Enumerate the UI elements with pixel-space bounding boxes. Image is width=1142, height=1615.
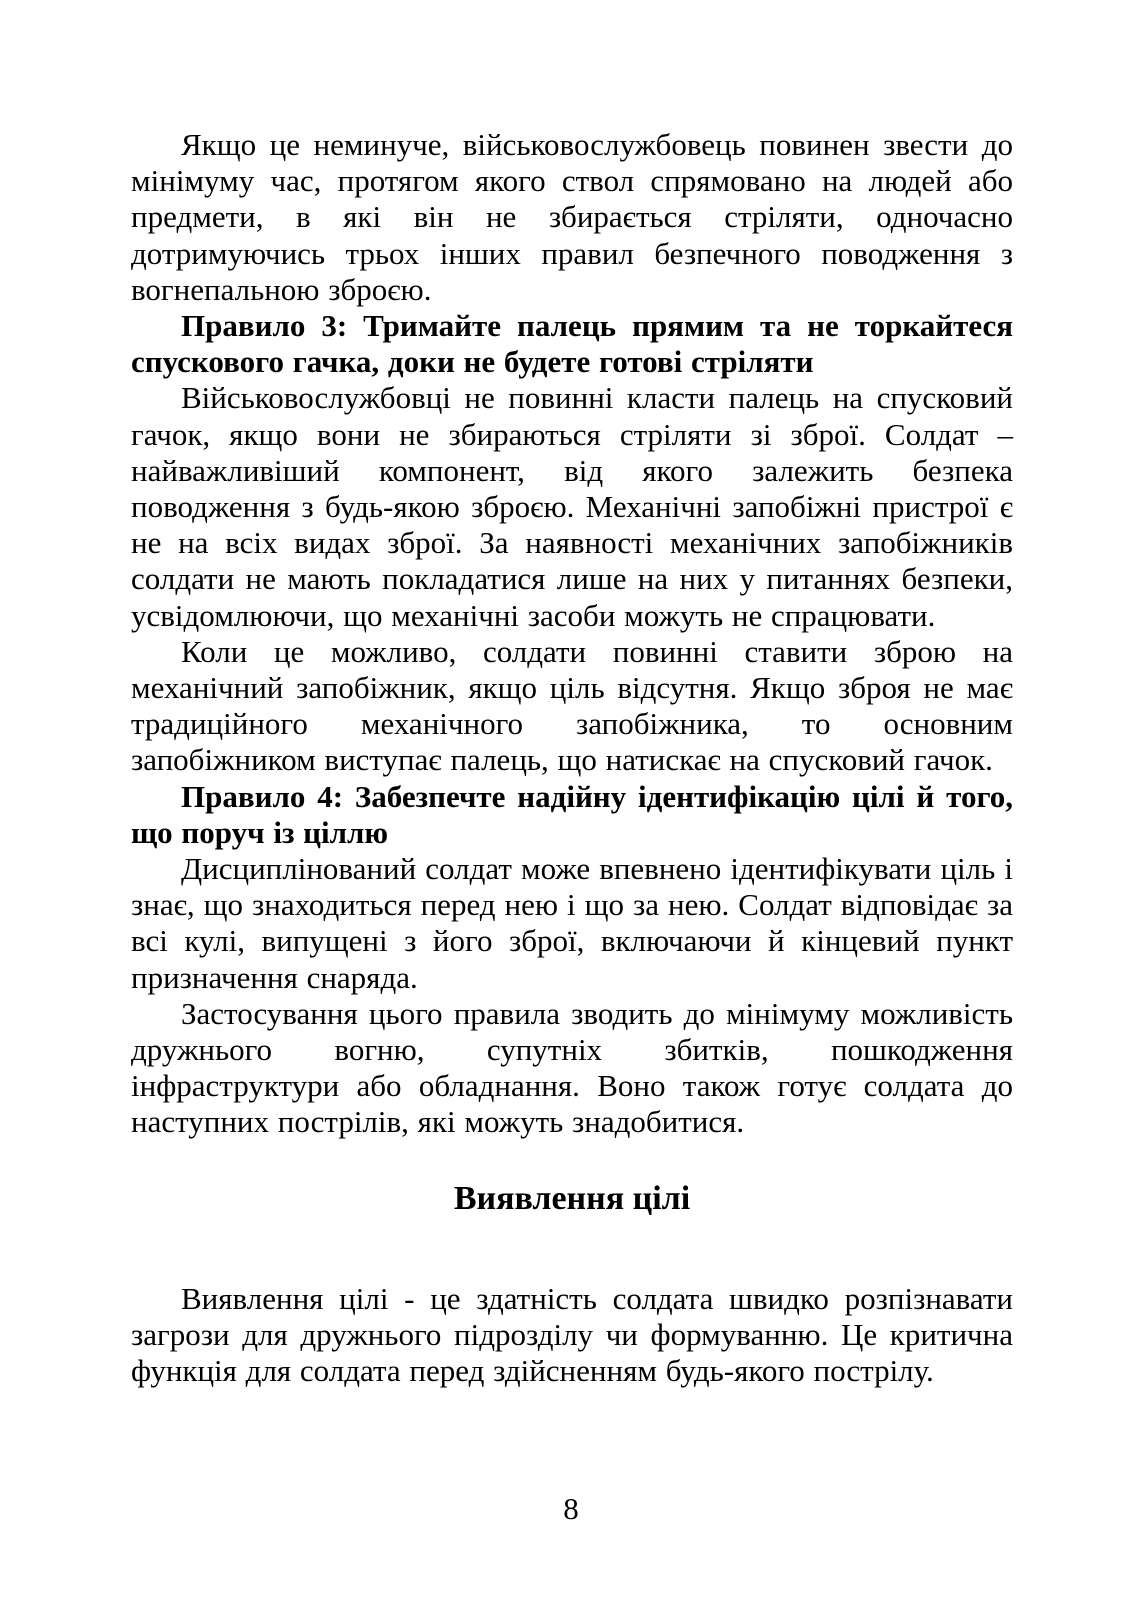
paragraph-rule4-body-2: Застосування цього правила зводить до мінімуму можливість дружнього вогню, супутніх збитків, пошкодження інфраструктури або обладнання. Воно також готує солдата до наступних пострілів, які можуть знадобитися. xyxy=(131,995,1013,1140)
paragraph-rule3-body-1: Військовослужбовці не повинні класти палець на спусковий гачок, якщо вони не збираються стріляти зі зброї. Солдат – найважливіший компонент, від якого залежить безпека поводження з будь-якою зброєю. Механічні запобіжні пристрої є не на всіх видах зброї. За наявності механічних запобіжників солдати не мають покладатися лише на них у питаннях безпеки, усвідомлюючи, що механічні засоби можуть не спрацювати. xyxy=(131,380,1013,633)
section-heading-target-detection: Виявлення цілі xyxy=(453,1179,691,1217)
paragraph-rule2-continuation: Якщо це неминуче, військовослужбовець повинен звести до мінімуму час, протягом якого ствол спрямовано на людей або предмети, в які він не збирається стріляти, одночасно дотримуючись трьох інших правил безпечного поводження з вогнепальною зброєю. xyxy=(131,127,1013,307)
paragraph-rule4-body-1: Дисциплінований солдат може впевнено ідентифікувати ціль і знає, що знаходиться перед нею і що за нею. Солдат відповідає за всі кулі, випущені з його зброї, включаючи й кінцевий пункт призначення снаряда. xyxy=(131,851,1013,995)
text-block xyxy=(131,0,1013,1389)
paragraph-rule3-body-2: Коли це можливо, солдати повинні ставити зброю на механічний запобіжник, якщо ціль відсутня. Якщо зброя не має традиційного механічного запобіжника, то основним запобіжником виступає палець, що натискає на спусковий гачок. xyxy=(131,633,1013,778)
paragraph-target-detection-intro: Виявлення цілі - це здатність солдата швидко розпізнавати загрози для дружнього підрозділу чи формуванню. Це критична функція для солдата перед здійсненням будь-якого пострілу. xyxy=(131,1280,1013,1389)
rule-3-heading: Правило 3: Тримайте палець прямим та не торкайтеся спускового гачка, доки не будете готові стріляти xyxy=(131,308,1013,380)
page-number: 8 xyxy=(563,1491,579,1526)
rule-4-heading: Правило 4: Забезпечте надійну ідентифікацію цілі й того, що поруч із ціллю xyxy=(131,778,1013,850)
